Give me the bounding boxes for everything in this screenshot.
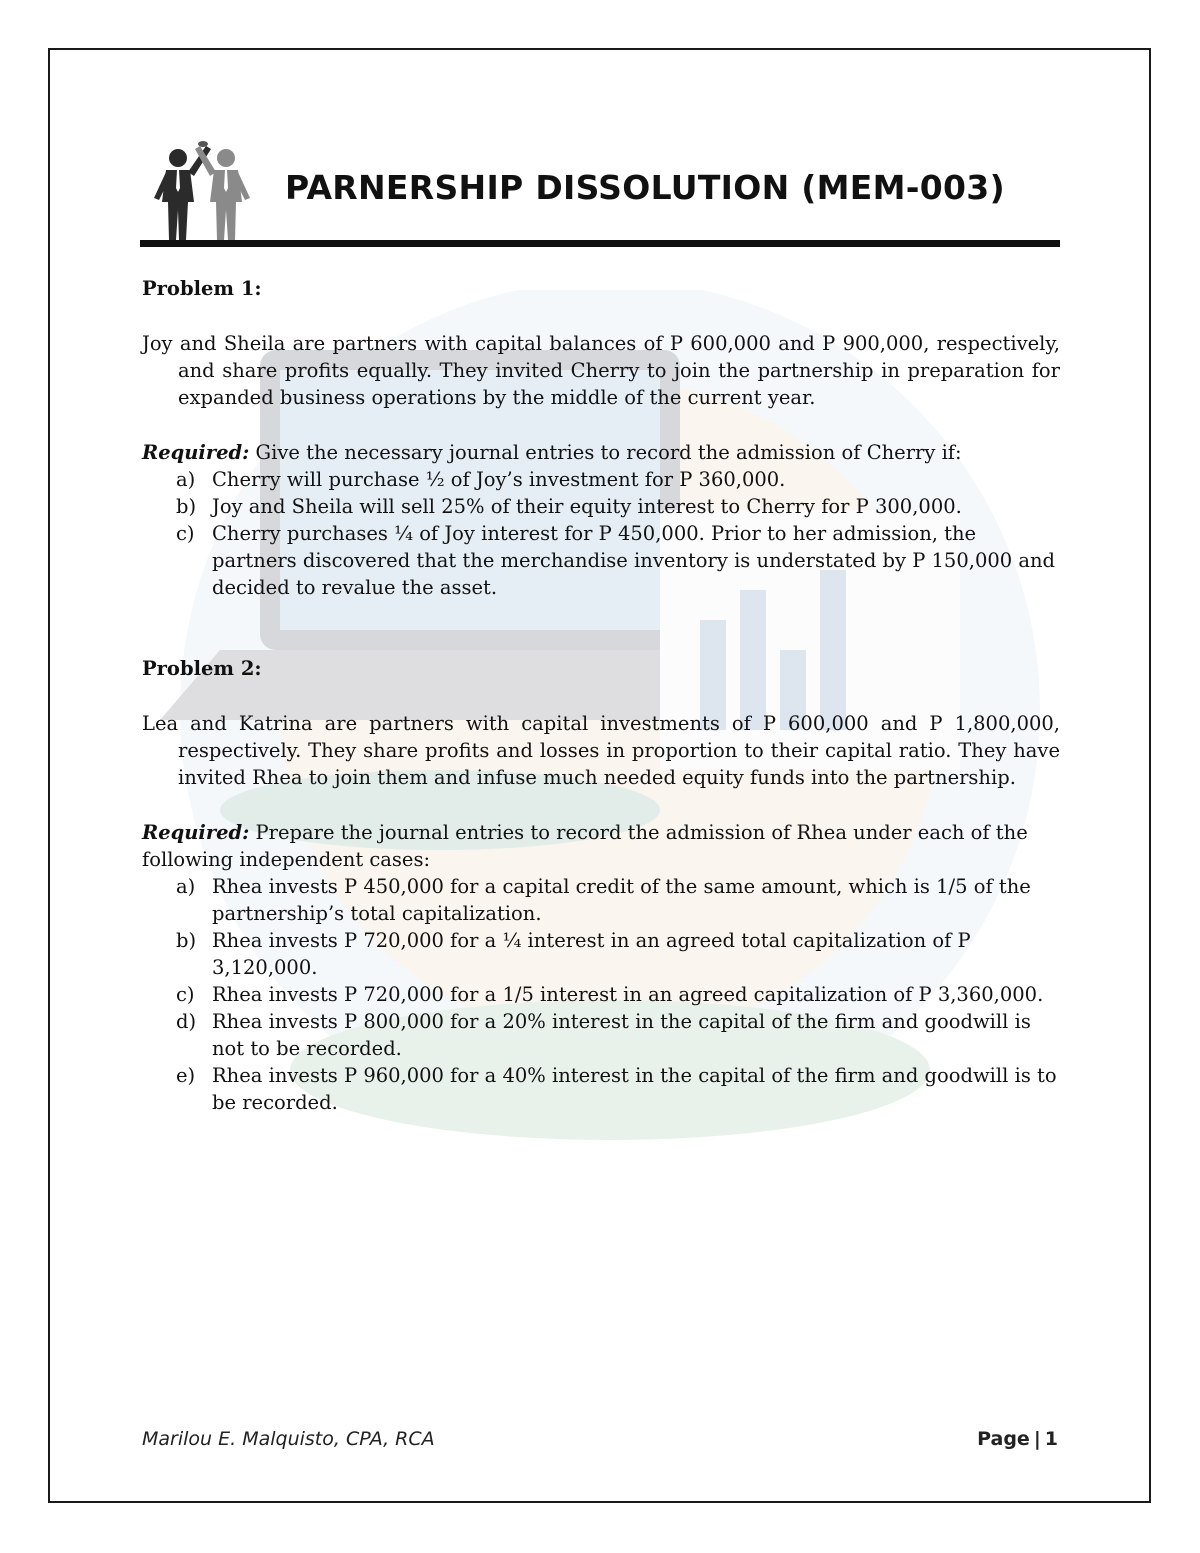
- list-item: [142, 873, 1060, 927]
- required-text: Give the necessary journal entries to record the admission of Cherry if:: [249, 441, 962, 464]
- list-marker: b): [176, 495, 197, 518]
- required-label: Required:: [142, 441, 250, 464]
- list-marker: c): [176, 983, 195, 1006]
- problem-2-text: Lea and Katrina are partners with capital investments of P 600,000 and P 1,800,000, respectively. They share profits and losses in proportion to their capital ratio. They have invited Rhea to join them and infuse much needed equity funds into the partnership.: [142, 712, 1060, 789]
- list-marker: e): [176, 1064, 196, 1087]
- footer-page-number: [977, 1428, 1058, 1450]
- business-partners-high-five-icon: [148, 140, 258, 244]
- list-item-text: Cherry purchases ¼ of Joy interest for P 450,000. Prior to her admission, the partners discovered that the merchandise inventory is understated by P 150,000 and decided to revalue the asset.: [212, 522, 1056, 599]
- page-label: Page: [977, 1428, 1030, 1450]
- list-marker: c): [176, 522, 195, 545]
- list-item: [142, 493, 1060, 520]
- list-item-text: Rhea invests P 720,000 for a ¼ interest in an agreed total capitalization of P 3,120,000.: [212, 929, 971, 979]
- page-separator: |: [1033, 1428, 1041, 1450]
- list-item: [142, 927, 1060, 981]
- list-item-text: Rhea invests P 800,000 for a 20% interest in the capital of the firm and goodwill is not to be recorded.: [212, 1010, 1031, 1060]
- problem-1-required: [142, 439, 1060, 466]
- title-underline: [140, 240, 1060, 247]
- list-item-text: Rhea invests P 960,000 for a 40% interest in the capital of the firm and goodwill is to be recorded.: [212, 1064, 1057, 1114]
- page-title: PARNERSHIP DISSOLUTION (MEM-003): [285, 168, 1005, 207]
- list-marker: a): [176, 468, 196, 491]
- required-label: Required:: [142, 821, 250, 844]
- list-item-text: Joy and Sheila will sell 25% of their equity interest to Cherry for P 300,000.: [212, 495, 962, 518]
- problem-2-list: [142, 873, 1060, 1116]
- list-item: [142, 1008, 1060, 1062]
- list-marker: b): [176, 929, 197, 952]
- list-item: [142, 981, 1060, 1008]
- problem-2-required: [142, 819, 1060, 873]
- list-item: [142, 520, 1060, 601]
- document-body: [142, 275, 1060, 1116]
- problem-1-heading: Problem 1:: [142, 277, 262, 300]
- required-text: Prepare the journal entries to record the admission of Rhea under each of the following independent cases:: [142, 821, 1028, 871]
- problem-1-text: Joy and Sheila are partners with capital balances of P 600,000 and P 900,000, respectively, and share profits equally. They invited Cherry to join the partnership in preparation for expanded business operations by the middle of the current year.: [142, 332, 1060, 409]
- list-item: [142, 466, 1060, 493]
- list-marker: d): [176, 1010, 197, 1033]
- footer-author: Marilou E. Malquisto, CPA, RCA: [142, 1428, 435, 1450]
- list-item-text: Cherry will purchase ½ of Joy’s investment for P 360,000.: [212, 468, 786, 491]
- list-item: [142, 1062, 1060, 1116]
- list-item-text: Rhea invests P 720,000 for a 1/5 interest in an agreed capitalization of P 3,360,000.: [212, 983, 1044, 1006]
- list-marker: a): [176, 875, 196, 898]
- page-number: 1: [1044, 1428, 1058, 1450]
- problem-1-list: [142, 466, 1060, 601]
- list-item-text: Rhea invests P 450,000 for a capital credit of the same amount, which is 1/5 of the partnership’s total capitalization.: [212, 875, 1031, 925]
- problem-2-heading: Problem 2:: [142, 657, 262, 680]
